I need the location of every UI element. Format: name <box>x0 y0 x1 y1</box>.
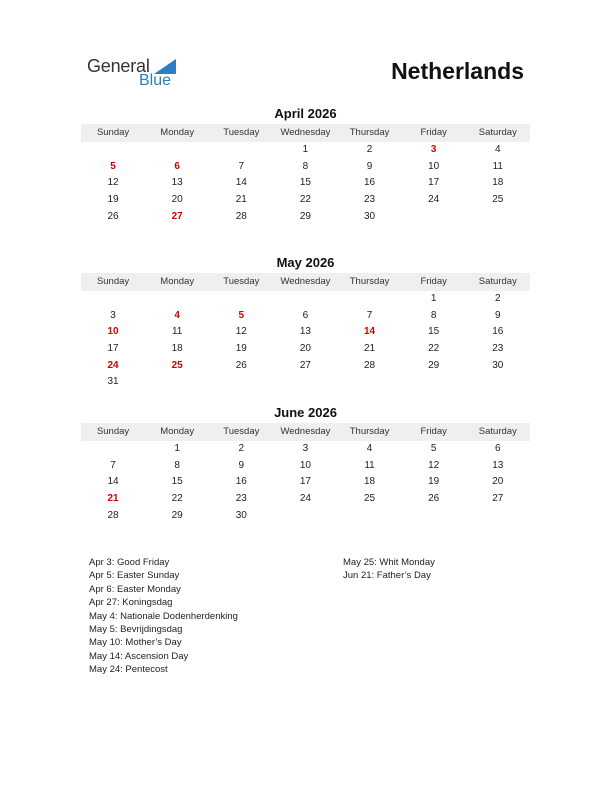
weekday-header-row <box>81 273 530 291</box>
day-cell: 23 <box>364 194 376 206</box>
day-cell: 1 <box>302 144 309 155</box>
day-cell <box>466 209 530 226</box>
weekday-label: Friday <box>420 276 447 287</box>
day-cell: 26 <box>107 210 119 222</box>
day-cell <box>145 291 209 308</box>
holiday-entry: Apr 27: Koningsdag <box>89 597 173 609</box>
holiday-entry: May 25: Whit Monday <box>343 557 435 568</box>
day-cell <box>466 374 530 391</box>
weekday-label: Saturday <box>478 426 517 437</box>
day-cell: 17 <box>428 177 440 189</box>
day-cell: 10 <box>299 459 311 471</box>
week-row <box>81 358 530 375</box>
day-cell: 4 <box>495 144 501 155</box>
day-cell: 9 <box>366 160 373 172</box>
day-cell: 2 <box>495 293 501 304</box>
day-cell: 24 <box>299 493 311 505</box>
week-row <box>81 192 530 209</box>
day-cell: 25 <box>364 493 376 505</box>
week-row <box>81 374 530 391</box>
day-cell: 16 <box>492 326 504 338</box>
day-cell: 29 <box>428 359 440 371</box>
day-cell: 11 <box>171 326 183 338</box>
day-cell: 27 <box>492 493 504 505</box>
holiday-day-cell: 5 <box>110 160 116 172</box>
day-cell: 9 <box>495 309 501 321</box>
day-cell: 11 <box>364 459 375 471</box>
day-cell: 8 <box>302 160 309 172</box>
holiday-entry: Apr 6: Easter Monday <box>89 583 181 595</box>
day-cell: 30 <box>492 359 504 371</box>
day-cell: 19 <box>107 194 119 206</box>
holiday-day-cell: 6 <box>174 160 180 172</box>
week-row <box>81 209 530 226</box>
day-cell: 9 <box>238 459 245 471</box>
day-cell <box>402 508 466 525</box>
day-cell <box>273 374 337 391</box>
day-cell: 8 <box>430 309 437 321</box>
holiday-day-cell: 21 <box>107 493 119 505</box>
day-cell: 28 <box>235 210 247 222</box>
weekday-label: Sunday <box>96 127 130 138</box>
day-cell <box>209 291 273 308</box>
holiday-entry: May 5: Bevrijdingsdag <box>89 623 183 635</box>
holiday-list-right <box>343 556 435 583</box>
day-cell: 1 <box>174 443 180 454</box>
holiday-entry: May 4: Nationale Dodenherdenking <box>89 610 238 622</box>
day-cell: 26 <box>235 359 247 371</box>
day-cell: 18 <box>171 343 183 355</box>
day-cell: 19 <box>428 476 440 488</box>
day-cell: 15 <box>299 177 311 189</box>
day-cell: 6 <box>302 309 309 321</box>
day-cell: 18 <box>364 476 376 488</box>
day-cell: 28 <box>364 359 376 371</box>
day-cell: 10 <box>428 160 440 172</box>
day-cell: 11 <box>492 160 503 172</box>
weekday-label: Wednesday <box>280 276 331 287</box>
day-cell <box>81 441 145 458</box>
day-cell: 30 <box>235 509 247 521</box>
weekday-header-row <box>81 423 530 441</box>
day-cell: 7 <box>238 160 245 172</box>
day-cell <box>209 374 273 391</box>
day-cell: 19 <box>235 343 247 355</box>
holiday-entry: Apr 5: Easter Sunday <box>89 570 180 582</box>
day-cell <box>81 142 145 159</box>
day-cell: 14 <box>107 476 119 488</box>
week-row <box>81 159 530 176</box>
weekday-label: Tuesday <box>223 426 260 437</box>
week-row <box>81 341 530 358</box>
weekday-label: Saturday <box>478 127 517 138</box>
holiday-day-cell: 5 <box>238 309 245 321</box>
day-cell <box>466 508 530 525</box>
logo-blue-text: Blue <box>139 72 172 89</box>
weekday-label: Thursday <box>349 276 390 287</box>
day-cell <box>338 508 402 525</box>
day-cell: 8 <box>174 459 180 471</box>
day-cell: 12 <box>428 459 440 471</box>
week-row <box>81 175 530 192</box>
weekday-label: Thursday <box>349 426 390 437</box>
day-cell <box>145 374 209 391</box>
month-block <box>81 255 530 391</box>
day-cell: 21 <box>364 343 376 355</box>
holiday-entry: May 10: Mother’s Day <box>89 637 182 649</box>
weekday-label: Wednesday <box>280 127 331 138</box>
week-row <box>81 491 530 508</box>
day-cell: 13 <box>299 326 311 338</box>
holiday-list-left <box>89 556 238 677</box>
day-cell: 13 <box>492 459 504 471</box>
day-cell: 2 <box>366 144 373 155</box>
holiday-day-cell: 14 <box>364 326 376 338</box>
holiday-day-cell: 3 <box>430 144 437 155</box>
day-cell: 14 <box>235 177 247 189</box>
day-cell: 13 <box>171 177 183 189</box>
day-cell: 2 <box>238 443 245 454</box>
weekday-label: Friday <box>420 426 447 437</box>
weekday-label: Monday <box>160 127 195 138</box>
day-cell: 22 <box>299 194 311 206</box>
day-cell: 30 <box>364 210 376 222</box>
day-cell: 3 <box>110 309 116 321</box>
day-cell <box>273 508 337 525</box>
week-row <box>81 308 530 325</box>
holiday-entry: May 14: Ascension Day <box>89 650 189 662</box>
day-cell: 28 <box>107 509 119 521</box>
country-title: Netherlands <box>391 58 524 84</box>
day-cell <box>145 142 209 159</box>
month-block <box>81 405 530 524</box>
holiday-day-cell: 10 <box>107 326 119 338</box>
day-cell: 20 <box>492 476 504 488</box>
day-cell: 20 <box>299 343 311 355</box>
logo <box>87 56 187 92</box>
day-cell: 7 <box>366 309 373 321</box>
holiday-day-cell: 4 <box>174 309 180 321</box>
holiday-day-cell: 27 <box>171 210 183 222</box>
week-row <box>81 458 530 475</box>
weekday-label: Monday <box>160 276 195 287</box>
day-cell: 1 <box>430 293 437 304</box>
weekday-label: Sunday <box>96 276 130 287</box>
weekday-header-row <box>81 124 530 142</box>
weekday-label: Monday <box>160 426 195 437</box>
day-cell: 27 <box>299 359 311 371</box>
day-cell: 12 <box>107 177 119 189</box>
day-cell: 31 <box>107 376 119 388</box>
week-row <box>81 324 530 341</box>
holiday-entry: Apr 3: Good Friday <box>89 557 170 568</box>
day-cell: 24 <box>428 194 440 206</box>
week-row <box>81 142 530 159</box>
week-row <box>81 291 530 308</box>
weekday-label: Saturday <box>478 276 517 287</box>
weekday-label: Wednesday <box>280 426 331 437</box>
logo-general-text: General <box>87 56 150 76</box>
holiday-entry: Jun 21: Father’s Day <box>343 570 431 582</box>
day-cell <box>402 374 466 391</box>
day-cell: 20 <box>171 194 183 206</box>
month-block <box>81 106 530 225</box>
weekday-label: Tuesday <box>223 127 260 138</box>
holiday-day-cell: 25 <box>171 359 183 371</box>
day-cell: 29 <box>299 210 311 222</box>
day-cell: 29 <box>171 509 183 521</box>
day-cell: 18 <box>492 177 504 189</box>
weekday-label: Sunday <box>96 426 130 437</box>
day-cell: 23 <box>492 343 504 355</box>
week-row <box>81 474 530 491</box>
day-cell <box>81 291 145 308</box>
day-cell: 16 <box>364 177 376 189</box>
day-cell <box>273 291 337 308</box>
day-cell: 6 <box>495 443 501 454</box>
month-title: June 2026 <box>274 405 337 420</box>
week-row <box>81 508 530 525</box>
day-cell: 12 <box>235 326 247 338</box>
day-cell: 7 <box>110 459 116 471</box>
day-cell <box>338 374 402 391</box>
month-title: May 2026 <box>276 255 335 270</box>
weekday-label: Friday <box>420 127 447 138</box>
weekday-label: Thursday <box>349 127 390 138</box>
holiday-entry: May 24: Pentecost <box>89 664 168 676</box>
day-cell <box>402 209 466 226</box>
day-cell: 15 <box>171 476 183 488</box>
day-cell: 22 <box>171 493 183 505</box>
day-cell: 21 <box>235 194 247 206</box>
holiday-day-cell: 24 <box>107 359 119 371</box>
day-cell: 3 <box>302 443 309 454</box>
day-cell: 4 <box>366 443 373 454</box>
day-cell: 26 <box>428 493 440 505</box>
day-cell: 16 <box>235 476 247 488</box>
day-cell <box>209 142 273 159</box>
week-row <box>81 441 530 458</box>
month-title: April 2026 <box>274 106 337 121</box>
day-cell: 25 <box>492 194 504 206</box>
day-cell: 15 <box>428 326 440 338</box>
weekday-label: Tuesday <box>223 276 260 287</box>
day-cell: 17 <box>107 343 119 355</box>
day-cell: 17 <box>299 476 311 488</box>
day-cell <box>338 291 402 308</box>
day-cell: 23 <box>235 493 247 505</box>
day-cell: 5 <box>430 443 437 454</box>
day-cell: 22 <box>428 343 440 355</box>
